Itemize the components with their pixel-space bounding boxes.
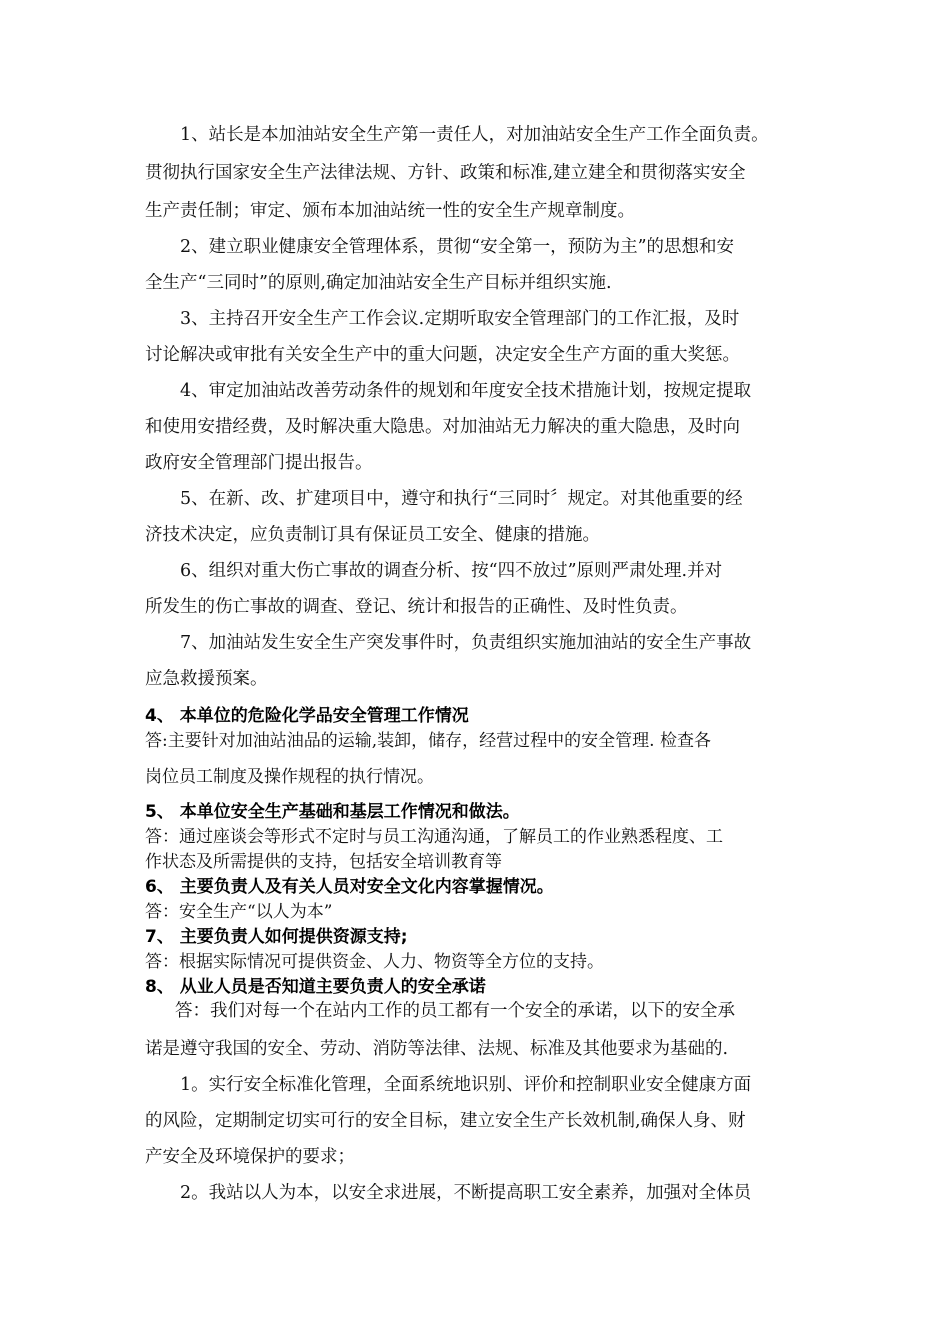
duty-1-line-2: 贯彻执行国家安全生产法律法规、方针、政策和标准,建立建全和贯彻落实安全 xyxy=(145,163,746,183)
q7-heading: 7、 主要负责人如何提供资源支持; xyxy=(145,927,408,947)
duty-3-line-1: 3、主持召开安全生产工作会议.定期听取安全管理部门的工作汇报，及时 xyxy=(180,309,740,329)
q7-answer-line-1: 答：根据实际情况可提供资金、人力、物资等全方位的支持。 xyxy=(145,952,604,972)
duty-7-line-1: 7、加油站发生安全生产突发事件时，负责组织实施加油站的安全生产事故 xyxy=(180,633,752,653)
duty-3-line-2: 讨论解决或审批有关安全生产中的重大问题，决定安全生产方面的重大奖惩。 xyxy=(145,345,740,365)
duty-6-line-1: 6、组织对重大伤亡事故的调查分析、按“四不放过”原则严肃处理.并对 xyxy=(180,561,723,581)
q4-answer-line-1: 答:主要针对加油站油品的运输,装卸，储存，经营过程中的安全管理. 检查各 xyxy=(145,731,711,751)
duty-6-line-2: 所发生的伤亡事故的调查、登记、统计和报告的正确性、及时性负责。 xyxy=(145,597,688,617)
duty-4-line-2: 和使用安措经费，及时解决重大隐患。对加油站无力解决的重大隐患，及时向 xyxy=(145,417,740,437)
duty-7-line-2: 应急救援预案。 xyxy=(145,669,268,689)
duty-4-line-1: 4、审定加油站改善劳动条件的规划和年度安全技术措施计划，按规定提取 xyxy=(180,381,752,401)
q8-item-1-line-3: 产安全及环境保护的要求； xyxy=(145,1147,355,1167)
duty-1-line-3: 生产责任制；审定、颁布本加油站统一性的安全生产规章制度。 xyxy=(145,201,635,221)
q8-answer-line-2: 诺是遵守我国的安全、劳动、消防等法律、法规、标准及其他要求为基础的. xyxy=(145,1039,729,1059)
q8-heading: 8、 从业人员是否知道主要负责人的安全承诺 xyxy=(145,977,486,997)
q8-answer-line-1: 答：我们对每一个在站内工作的员工都有一个安全的承诺，以下的安全承 xyxy=(175,1001,735,1021)
q8-item-1-line-1: 1。实行安全标准化管理，全面系统地识别、评价和控制职业安全健康方面 xyxy=(180,1075,752,1095)
q4-heading: 4、 本单位的危险化学品安全管理工作情况 xyxy=(145,706,469,726)
duty-5-line-2: 济技术决定，应负责制订具有保证员工安全、健康的措施。 xyxy=(145,525,600,545)
q5-answer-line-1: 答：通过座谈会等形式不定时与员工沟通沟通，了解员工的作业熟悉程度、工 xyxy=(145,827,723,847)
q8-item-1-line-2: 的风险，定期制定切实可行的安全目标，建立安全生产长效机制,确保人身、财 xyxy=(145,1111,746,1131)
duty-2-line-1: 2、建立职业健康安全管理体系，贯彻“安全第一，预防为主”的思想和安 xyxy=(180,237,735,257)
q5-heading: 5、 本单位安全生产基础和基层工作情况和做法。 xyxy=(145,802,520,822)
duty-4-line-3: 政府安全管理部门提出报告。 xyxy=(145,453,373,473)
q6-heading: 6、 主要负责人及有关人员对安全文化内容掌握情况。 xyxy=(145,877,554,897)
q5-answer-line-2: 作状态及所需提供的支持，包括安全培训教育等 xyxy=(145,852,502,872)
duty-2-line-2: 全生产“三同时”的原则,确定加油站安全生产目标并组织实施. xyxy=(145,273,612,293)
q4-answer-line-2: 岗位员工制度及操作规程的执行情况。 xyxy=(145,767,434,787)
duty-1-line-1: 1、站长是本加油站安全生产第一责任人，对加油站安全生产工作全面负责。 xyxy=(180,125,769,145)
q6-answer-line-1: 答：安全生产“以人为本” xyxy=(145,902,333,922)
duty-5-line-1: 5、在新、改、扩建项目中，遵守和执行“三同时〞规定。对其他重要的经 xyxy=(180,489,743,509)
q8-item-2-line-1: 2。我站以人为本，以安全求进展，不断提高职工安全素养，加强对全体员 xyxy=(180,1183,752,1203)
